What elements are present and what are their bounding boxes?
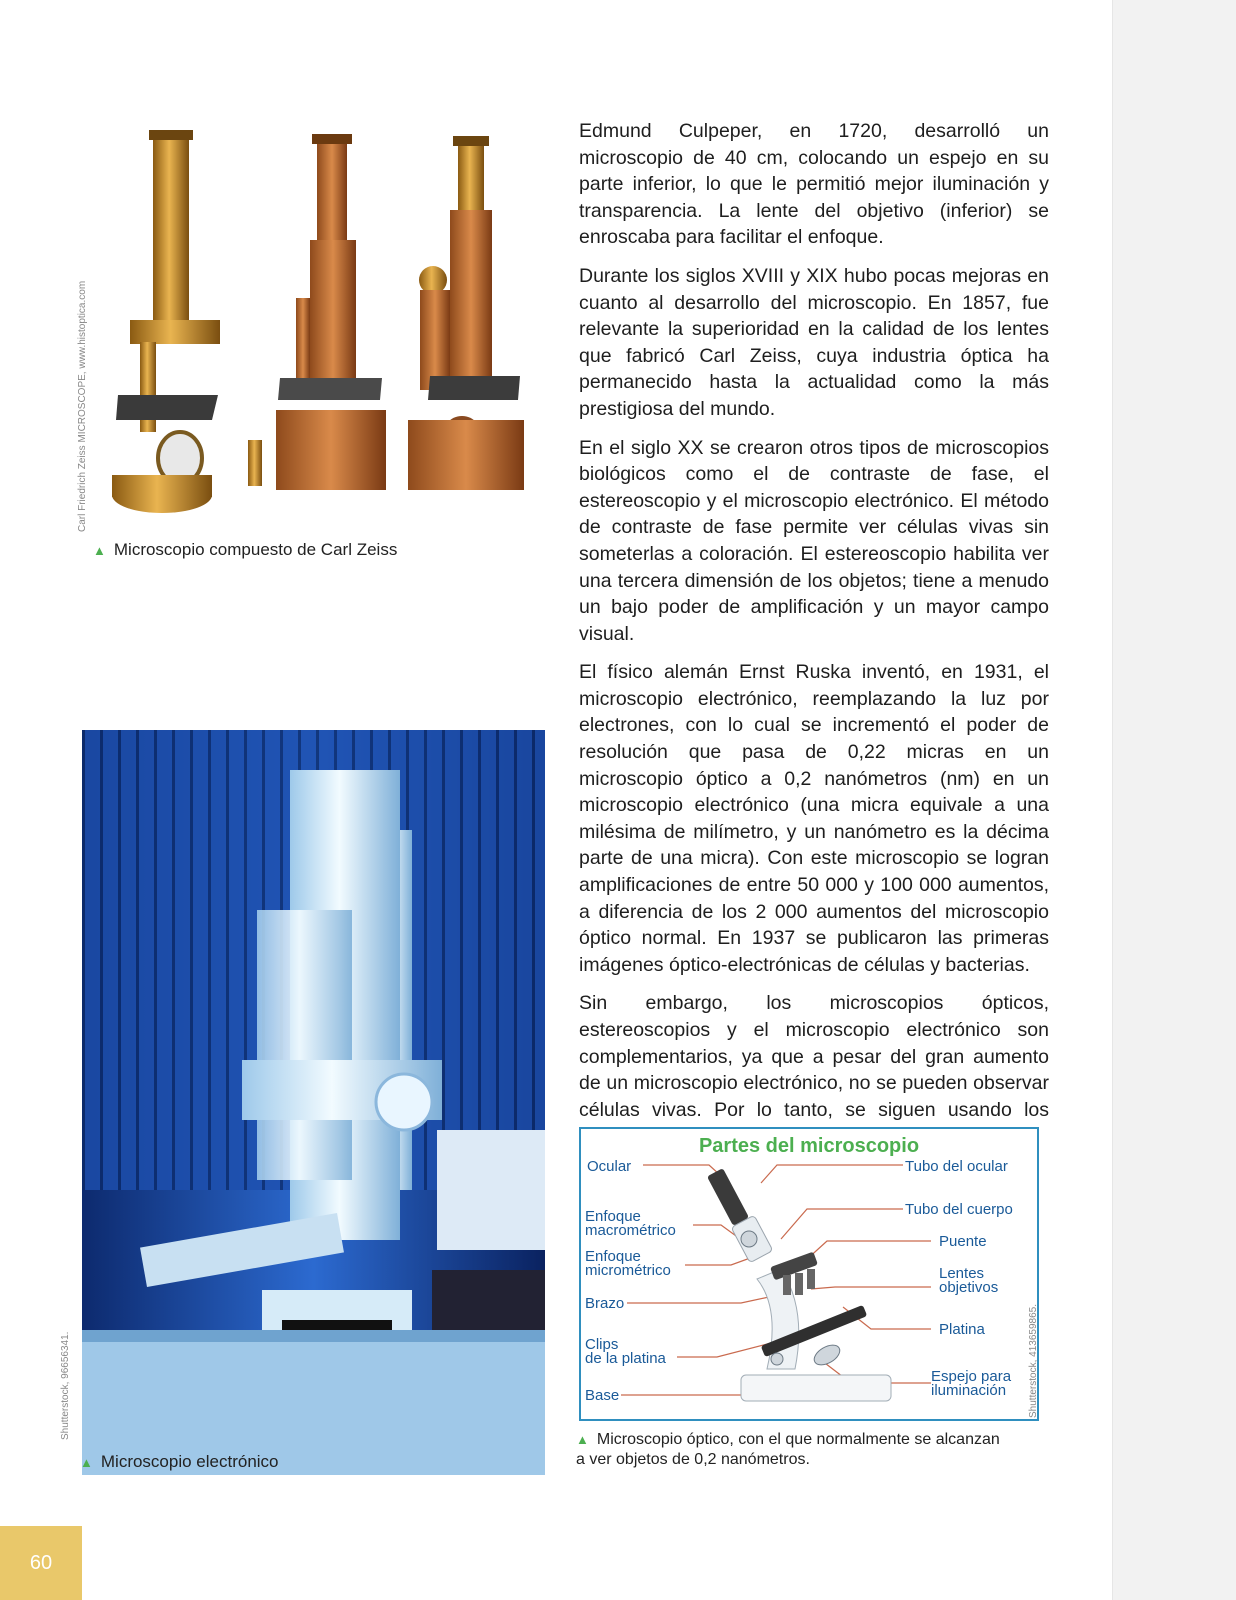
page-edge — [1112, 0, 1236, 1600]
electron-caption — [80, 1452, 279, 1472]
optical-caption-line1: Microscopio óptico, con el que normalmente se alcanzan — [596, 1431, 1000, 1448]
label-lentes-1: Lentes — [939, 1265, 985, 1282]
label-lentes-2: objetivos — [939, 1279, 999, 1296]
label-enfoque-micro-1: Enfoque — [585, 1248, 641, 1265]
electron-microscope-photo — [82, 730, 545, 1475]
label-espejo-2: iluminación — [931, 1382, 1007, 1399]
diagram-title: Partes del microscopio — [698, 1135, 920, 1157]
paragraph-siglo-xx: En el siglo XX se crearon otros tipos de microscopios biológicos como el de contraste de fase, el estereoscopio y el microscopio electrónico. El método de contraste de fase permite ver células vivas sin someterlas a coloración. El estereoscopio habilita ver una tercera dimensión de los objetos; tiene a menudo un bajo poder de amplificación y un mayor campo visual. — [579, 436, 1049, 645]
paragraph-zeiss: Durante los siglos XVIII y XIX hubo pocas mejoras en cuanto al desarrollo del microscopio. En 1857, fue relevante la superioridad en la calidad de los lentes que fabricó Carl Zeiss, cuya industria óptica ha permanecido hasta la actualidad como la más prestigiosa del mundo. — [579, 264, 1049, 420]
label-clips-1: Clips — [585, 1336, 619, 1353]
label-platina: Platina — [939, 1321, 985, 1338]
label-tubo-ocular: Tubo del ocular — [905, 1158, 1008, 1175]
label-tubo-cuerpo: Tubo del cuerpo — [905, 1201, 1013, 1218]
triangle-icon: ▲ — [80, 1455, 93, 1470]
paragraph-complementarios: Sin embargo, los microscopios ópticos, estereoscopios y el microscopio electrónico son complementarios, ya que a pesar del gran aumento de un microscopio electrónico, no se pueden observar células vivas. Por lo tanto, se siguen usando los — [579, 992, 1049, 1121]
label-espejo-1: Espejo para — [931, 1368, 1012, 1385]
paragraph-ruska: El físico alemán Ernst Ruska inventó, en 1931, el microscopio electrónico, reemplazando la luz por electrones, con lo cual se incrementó el poder de resolución que pasa de 0,22 micras en un microscopio óptico a 0,2 nanómetros (nm) en un microscopio electrónico (una micra equivale a una milésima de milímetro, y un nanómetro es la décima parte de una micra). Con este microscopio se logran amplificaciones de entre 50 000 y 100 000 aumentos, a diferencia de los 2 000 aumentos del microscopio óptico normal. En 1937 se publicaron las primeras imágenes óptico-electrónicas de células y bacterias. — [579, 661, 1049, 976]
paragraph-culpeper: Edmund Culpeper, en 1720, desarrolló un microscopio de 40 cm, colocando un espejo en su parte inferior, lo que le permitió mejor iluminación y transparencia. La lente del objetivo (inferior) se enroscaba para facilitar el enfoque. — [579, 120, 1049, 249]
microscope-parts-diagram — [579, 1127, 1039, 1421]
label-puente: Puente — [939, 1233, 987, 1250]
triangle-icon: ▲ — [576, 1432, 589, 1447]
electron-caption-text: Microscopio electrónico — [100, 1452, 279, 1471]
label-enfoque-micro-2: micrométrico — [585, 1262, 671, 1279]
body-text — [579, 118, 1049, 1162]
zeiss-photo-credit: Carl Friedrich Zeiss MICROSCOPE, www.histoptica.com — [77, 280, 88, 532]
zeiss-caption — [93, 540, 397, 560]
optical-caption-line2: a ver objetos de 0,2 nanómetros. — [576, 1451, 810, 1468]
page-number: 60 — [0, 1526, 82, 1600]
optical-photo-credit: Shutterstock, 413659865. — [1028, 1304, 1039, 1418]
zeiss-caption-text: Microscopio compuesto de Carl Zeiss — [113, 540, 398, 559]
triangle-icon: ▲ — [93, 543, 106, 558]
electron-photo-credit: Shutterstock, 96656341. — [60, 1331, 71, 1440]
zeiss-microscopes-photo — [100, 120, 540, 530]
label-base: Base — [585, 1387, 620, 1404]
label-ocular: Ocular — [587, 1158, 632, 1175]
label-enfoque-macro-2: macrométrico — [585, 1222, 676, 1239]
label-brazo: Brazo — [585, 1295, 625, 1312]
optical-caption — [576, 1430, 1000, 1470]
label-enfoque-macro-1: Enfoque — [585, 1208, 641, 1225]
label-clips-2: de la platina — [585, 1350, 666, 1367]
